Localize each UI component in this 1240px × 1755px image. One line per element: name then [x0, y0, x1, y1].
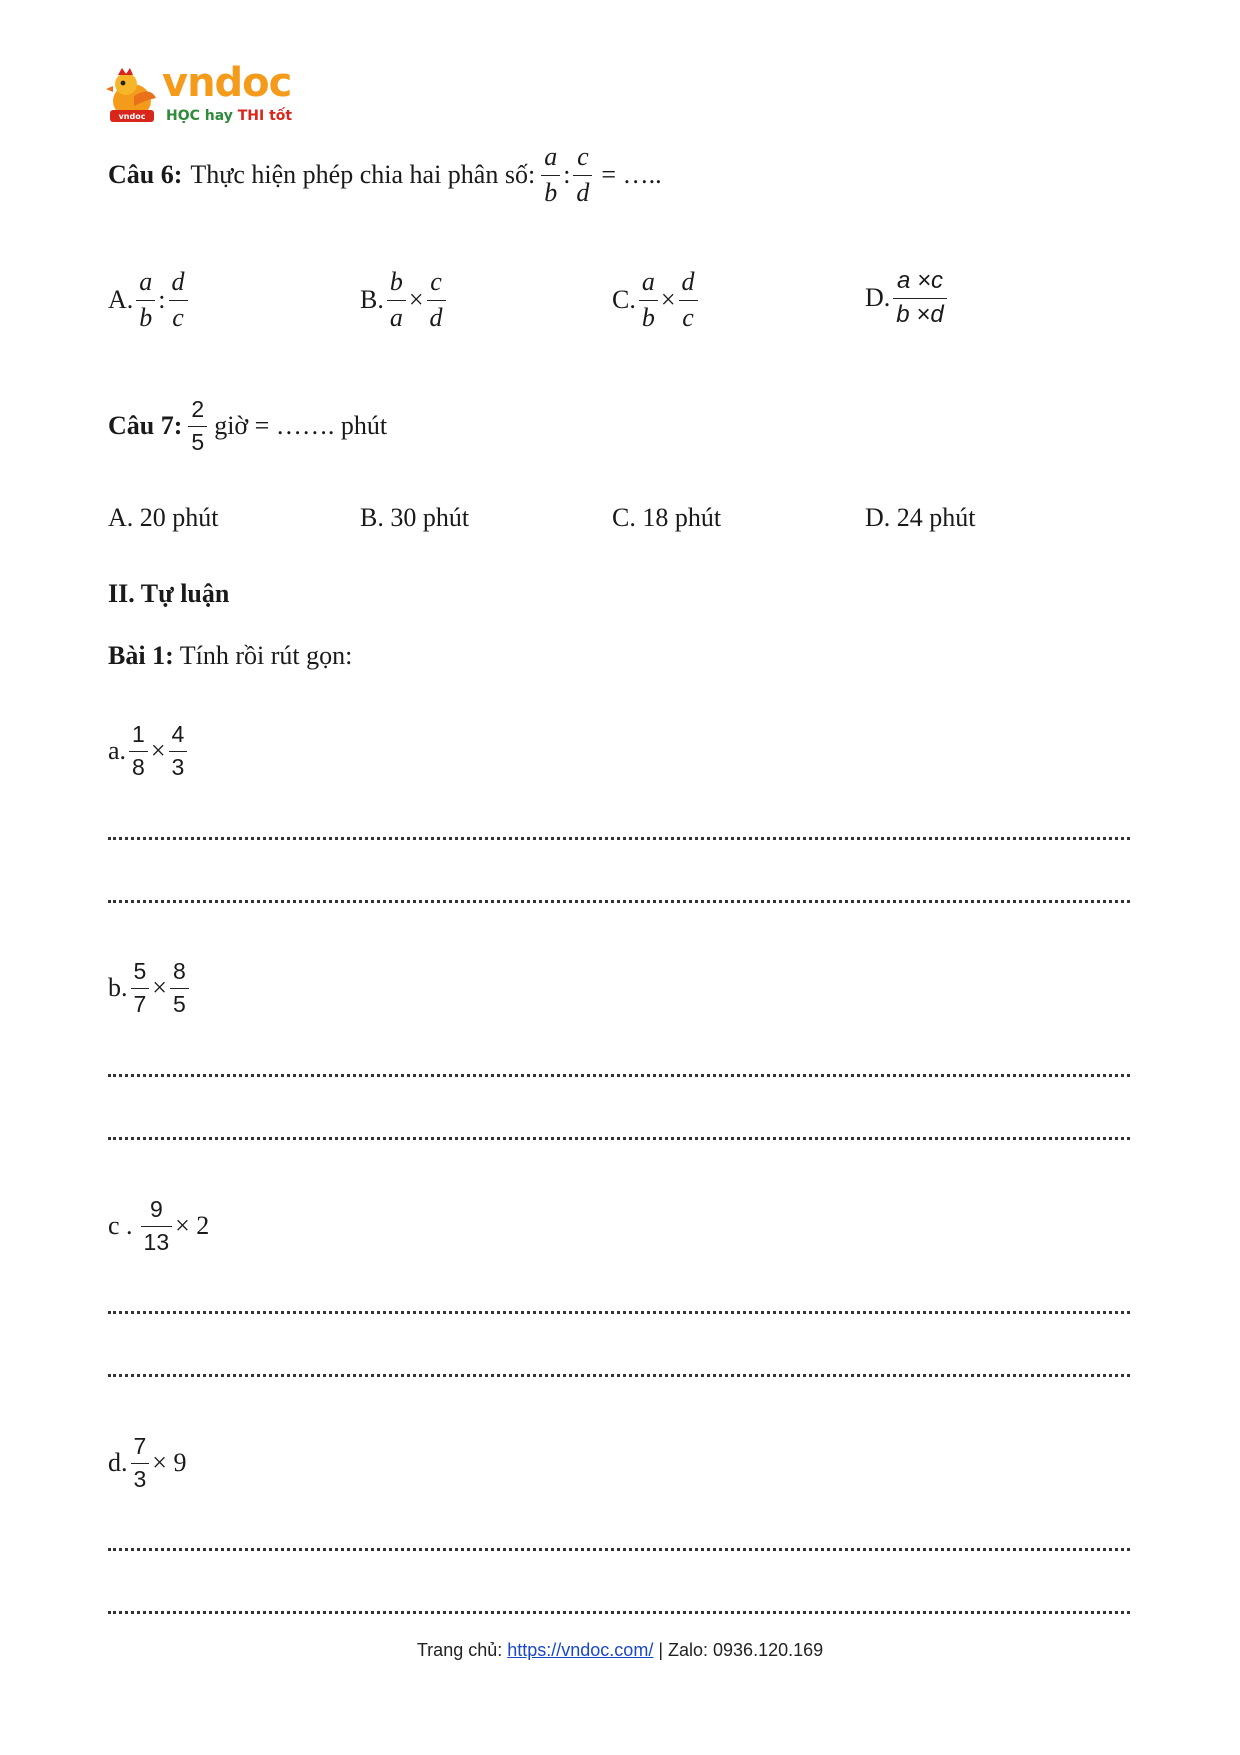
denominator: b: [641, 303, 655, 332]
numerator: a: [641, 267, 655, 296]
logo-tagline-a: HỌC hay: [166, 108, 238, 124]
exercise-1c: [108, 1191, 209, 1261]
fraction: [573, 144, 592, 206]
numerator: a: [139, 267, 153, 296]
operator: × 2: [175, 1211, 210, 1240]
numerator: c: [430, 267, 442, 296]
operator: :: [158, 285, 166, 314]
denominator: b: [139, 303, 153, 332]
numerator: d: [681, 267, 695, 296]
denominator: b ×d: [896, 301, 944, 328]
answer-line[interactable]: [108, 1548, 1130, 1551]
fraction: [129, 723, 148, 779]
question-6-text: Thực hiện phép chia hai phân số:: [190, 160, 536, 189]
svg-text:vndoc: vndoc: [118, 112, 146, 121]
exercise-1a: [108, 716, 190, 786]
numerator: a: [544, 142, 558, 171]
question-6: [108, 140, 662, 210]
fraction: [639, 269, 658, 331]
answer-line[interactable]: [108, 837, 1130, 840]
numerator: 1: [132, 721, 145, 747]
denominator: d: [576, 178, 590, 207]
fraction: [541, 144, 560, 206]
denominator: 5: [172, 991, 186, 1017]
option-letter: A.: [108, 285, 134, 314]
option-a[interactable]: [108, 264, 191, 336]
numerator: d: [171, 267, 185, 296]
question-6-label: Câu 6:: [108, 160, 183, 189]
fraction: [170, 960, 189, 1016]
denominator: 3: [133, 1466, 147, 1492]
answer-line[interactable]: [108, 900, 1130, 903]
chicken-mascot-icon: [104, 68, 160, 126]
fraction: [679, 269, 698, 331]
numerator: a ×c: [896, 267, 943, 294]
option-a[interactable]: A. 20 phút: [108, 503, 219, 532]
option-b[interactable]: [360, 264, 449, 336]
denominator: 7: [133, 991, 147, 1017]
question-7-label: Câu 7:: [108, 411, 183, 440]
numerator: b: [389, 267, 403, 296]
option-d[interactable]: [865, 262, 950, 334]
option-b[interactable]: B. 30 phút: [360, 503, 470, 532]
denominator: 5: [191, 429, 205, 455]
fraction: [893, 269, 946, 327]
numerator: c: [577, 142, 589, 171]
option-letter: B.: [360, 285, 384, 314]
option-letter: C.: [612, 285, 636, 314]
option-letter: D.: [865, 283, 891, 312]
numerator: 7: [133, 1433, 147, 1459]
denominator: a: [389, 303, 403, 332]
fraction: [387, 269, 406, 331]
operator: :: [563, 160, 571, 189]
option-d[interactable]: D. 24 phút: [865, 503, 976, 532]
exercise-1-label: Bài 1:: [108, 641, 174, 670]
numerator: 4: [171, 721, 185, 747]
option-c[interactable]: [612, 264, 701, 336]
answer-line[interactable]: [108, 1074, 1130, 1077]
fraction: [169, 723, 188, 779]
fraction: [136, 269, 155, 331]
section-title: II. Tự luận: [108, 579, 230, 608]
homepage-link[interactable]: https://vndoc.com/: [507, 1640, 654, 1660]
exercise-1b: [108, 953, 192, 1023]
exercise-1: [108, 643, 352, 669]
fraction: [131, 960, 150, 1016]
operator: ×: [660, 285, 676, 314]
footer-contact: | Zalo: 0936.120.169: [653, 1640, 824, 1660]
denominator: c: [682, 303, 694, 332]
numerator: 8: [172, 958, 186, 984]
exercise-1-text: Tính rồi rút gọn:: [179, 641, 353, 670]
item-prefix: b.: [108, 973, 128, 1002]
fraction: [131, 1435, 150, 1491]
question-6-tail: = …..: [601, 160, 662, 189]
denominator: 13: [143, 1229, 170, 1255]
operator: ×: [408, 285, 424, 314]
numerator: 5: [133, 958, 147, 984]
answer-line[interactable]: [108, 1137, 1130, 1140]
numerator: 9: [149, 1196, 163, 1222]
question-7-text: giờ = ……. phút: [214, 411, 388, 440]
denominator: c: [172, 303, 184, 332]
logo-brand: vndoc: [162, 60, 292, 106]
option-c[interactable]: C. 18 phút: [612, 503, 722, 532]
item-prefix: a.: [108, 736, 127, 765]
logo-tagline-b: THI tốt: [237, 108, 293, 124]
denominator: 8: [132, 754, 145, 780]
item-prefix: c .: [108, 1211, 133, 1240]
operator: ×: [152, 973, 167, 1002]
vndoc-logo[interactable]: [104, 60, 304, 130]
page-footer: [0, 1640, 1240, 1661]
denominator: 3: [171, 754, 185, 780]
footer-label: Trang chủ:: [416, 1640, 508, 1660]
operator: ×: [150, 736, 166, 765]
exercise-1d: [108, 1428, 186, 1498]
fraction: [141, 1198, 173, 1254]
fraction: [169, 269, 188, 331]
answer-line[interactable]: [108, 1611, 1130, 1614]
fraction: [427, 269, 446, 331]
denominator: d: [429, 303, 443, 332]
numerator: 2: [191, 396, 205, 422]
operator: × 9: [152, 1448, 187, 1477]
item-prefix: d.: [108, 1448, 128, 1477]
denominator: b: [544, 178, 558, 207]
question-7: [108, 390, 387, 462]
answer-line[interactable]: [108, 1311, 1130, 1314]
logo-tagline: [166, 108, 292, 124]
fraction: [188, 398, 207, 454]
answer-line[interactable]: [108, 1374, 1130, 1377]
